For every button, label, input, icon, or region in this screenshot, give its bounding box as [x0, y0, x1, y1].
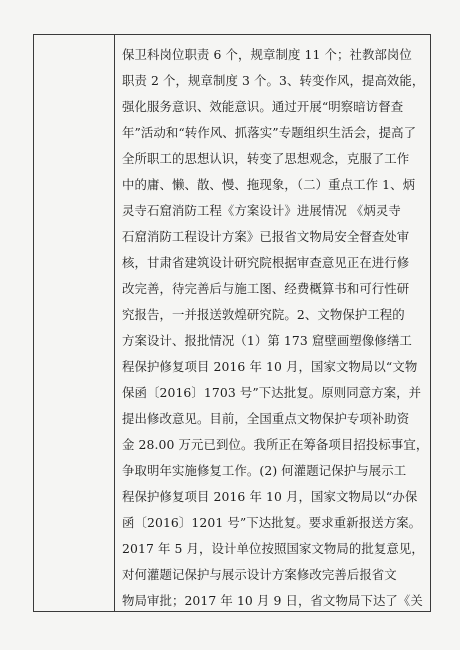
text-line: 强化服务意识、效能意识。通过开展“明察暗访督查 [122, 99, 404, 114]
text-line: 年”活动和“转作风、抓落实”专题组织生活会，提高了 [122, 125, 417, 140]
text-line: 全所职工的思想认识，转变了思想观念，克服了工作 [122, 151, 410, 166]
text-line: 中的庸、懒、散、慢、拖现象，（二）重点工作 1、炳 [122, 177, 416, 192]
content-cell [116, 35, 430, 611]
report-table [33, 34, 431, 612]
text-line: 方案设计、报批情况（1）第 173 窟壁画塑像修缮工 [122, 333, 412, 348]
text-line: 争取明年实施修复工作。(2) 何灌题记保护与展示工 [122, 463, 407, 478]
text-line: 保函〔2016〕1703 号”下达批复。原则同意方案，并 [122, 385, 422, 400]
text-line: 提出修改意见。目前，全国重点文物保护专项补助资 [122, 411, 410, 426]
text-line: 程保护修复项目 2016 年 10 月，国家文物局以“文物 [122, 359, 418, 374]
text-line: 灵寺石窟消防工程《方案设计》进展情况 《炳灵寺 [122, 203, 401, 218]
text-line: 改完善，待完善后与施工图、经费概算书和可行性研 [122, 281, 410, 296]
text-line: 究报告，一并报送敦煌研究院。2、文物保护工程的 [122, 307, 405, 322]
text-line: 对何灌题记保护与展示设计方案修改完善后报省文 [122, 567, 397, 582]
text-line: 核，甘肃省建筑设计研究院根据审查意见正在进行修 [122, 255, 410, 270]
text-line: 程保护修复项目 2016 年 10 月，国家文物局以“办保 [122, 489, 418, 504]
text-line: 石窟消防工程设计方案》已报省文物局安全督查处审 [122, 229, 410, 244]
column-divider [114, 35, 115, 611]
text-line: 金 28.00 万元已到位。我所正在筹备项目招投标事宜， [122, 437, 429, 452]
text-line: 职责 2 个，规章制度 3 个。3、转变作风，提高效能， [122, 73, 425, 88]
text-line: 物局审批；2017 年 10 月 9 日，省文物局下达了《关 [122, 593, 423, 608]
text-line: 函〔2016〕1201 号”下达批复。要求重新报送方案。 [122, 515, 422, 530]
text-line: 保卫科岗位职责 6 个，规章制度 11 个；社教部岗位 [122, 47, 412, 62]
text-line: 2017 年 5 月，设计单位按照国家文物局的批复意见， [122, 541, 424, 556]
